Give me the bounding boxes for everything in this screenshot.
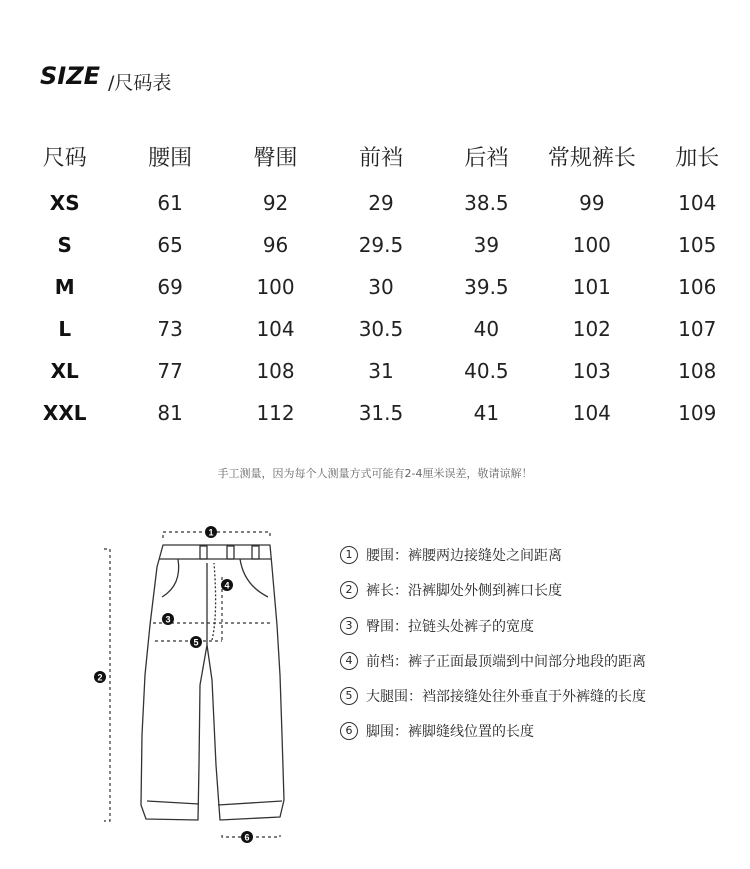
size-cell: M	[54, 275, 75, 299]
size-cell: L	[58, 317, 72, 341]
table-cell: 106	[678, 275, 717, 299]
table-cell: 105	[678, 233, 717, 257]
table-cell: 39.5	[464, 275, 509, 299]
measurement-note: 手工测量，因为每个人测量方式可能有2-4厘米误差，敬请谅解！	[217, 467, 533, 480]
legend-text: 裆部接缝处往外垂直于外裤缝的长度	[422, 689, 646, 705]
marker-1	[205, 526, 217, 538]
marker-4	[221, 579, 233, 591]
legend-number: 2	[340, 581, 358, 599]
marker-3	[162, 613, 174, 625]
column-header: 前裆	[358, 145, 403, 171]
column-header: 臀围	[253, 145, 298, 171]
marker-3-label: 3	[165, 614, 171, 625]
table-cell: 96	[262, 233, 289, 257]
legend-text: 沿裤脚处外侧到裤口长度	[408, 583, 562, 599]
table-cell: 100	[256, 275, 295, 299]
table-cell: 61	[157, 191, 183, 215]
table-header-row	[12, 130, 750, 182]
marker-6-label: 6	[244, 832, 250, 843]
legend-number: 5	[340, 687, 358, 705]
marker-5-label: 5	[193, 637, 199, 648]
legend-number: 4	[340, 652, 358, 670]
size-subtitle: /尺码表	[108, 72, 172, 94]
legend-number: 3	[340, 617, 358, 635]
size-cell: XS	[49, 191, 80, 215]
table-cell: 108	[678, 359, 717, 383]
table-cell: 40	[473, 317, 500, 341]
table-cell: 73	[157, 317, 183, 341]
size-cell: XXL	[42, 401, 87, 425]
legend-label: 脚围	[366, 724, 394, 740]
column-header: 后裆	[464, 145, 509, 171]
table-cell: 109	[678, 401, 717, 425]
pants-measurement-diagram	[0, 515, 320, 855]
legend-item-front-rise: 4 前档：裤子正面最顶端到中间部分地段的距离	[340, 651, 646, 671]
table-cell: 107	[678, 317, 717, 341]
table-cell: 65	[157, 233, 183, 257]
legend-label: 前档	[366, 654, 394, 670]
table-cell: 38.5	[464, 191, 509, 215]
column-header: 常规裤长	[547, 145, 636, 171]
table-cell: 29	[368, 191, 394, 215]
size-cell: S	[57, 233, 72, 257]
size-cell: XL	[50, 359, 79, 383]
table-cell: 108	[256, 359, 295, 383]
measurement-lines	[104, 532, 280, 837]
marker-1-label: 1	[208, 527, 214, 538]
marker-2-label: 2	[97, 672, 103, 683]
legend-text: 裤子正面最顶端到中间部分地段的距离	[408, 654, 646, 670]
table-cell: 31	[368, 359, 394, 383]
legend-text: 裤腰两边接缝处之间距离	[408, 548, 562, 564]
table-row	[12, 182, 750, 224]
legend-item-hem: 6 脚围：裤脚缝线位置的长度	[340, 721, 534, 741]
legend-text: 拉链头处裤子的宽度	[408, 619, 534, 635]
table-cell: 103	[572, 359, 611, 383]
legend-number: 1	[340, 546, 358, 564]
table-cell: 104	[678, 191, 717, 215]
table-cell: 104	[256, 317, 295, 341]
table-cell: 69	[157, 275, 183, 299]
column-header: 尺码	[42, 145, 87, 171]
legend-item-hip: 3 臀围：拉链头处裤子的宽度	[340, 616, 534, 636]
marker-5	[190, 636, 202, 648]
column-header: 加长	[675, 145, 720, 171]
pants-outline	[141, 545, 284, 820]
legend-number: 6	[340, 722, 358, 740]
legend-item-thigh: 5 大腿围：裆部接缝处往外垂直于外裤缝的长度	[340, 686, 646, 706]
table-cell: 104	[572, 401, 611, 425]
table-row	[12, 350, 750, 392]
table-cell: 112	[256, 401, 295, 425]
legend-label: 臀围	[366, 619, 394, 635]
table-cell: 92	[262, 191, 289, 215]
table-cell: 101	[572, 275, 611, 299]
marker-2	[94, 671, 106, 683]
table-cell: 77	[157, 359, 183, 383]
table-cell: 40.5	[464, 359, 509, 383]
legend-item-length: 2 裤长：沿裤脚处外侧到裤口长度	[340, 580, 562, 600]
table-cell: 29.5	[358, 233, 404, 257]
table-cell: 30.5	[358, 317, 404, 341]
table-cell: 99	[579, 191, 605, 215]
table-row	[12, 308, 750, 350]
legend-label: 腰围	[366, 548, 394, 564]
legend-label: 大腿围	[366, 689, 408, 705]
table-cell: 102	[572, 317, 611, 341]
table-row	[12, 224, 750, 266]
size-chart-table	[12, 130, 750, 434]
column-header: 腰围	[148, 145, 193, 171]
table-cell: 41	[473, 401, 500, 425]
table-cell: 39	[473, 233, 500, 257]
marker-6	[241, 831, 253, 843]
table-row	[12, 392, 750, 434]
table-cell: 30	[368, 275, 394, 299]
size-title: SIZE	[40, 62, 101, 90]
table-row	[12, 266, 750, 308]
marker-4-label: 4	[224, 580, 230, 591]
legend-item-waist: 1 腰围：裤腰两边接缝处之间距离	[340, 545, 562, 565]
legend-text: 裤脚缝线位置的长度	[408, 724, 534, 740]
table-cell: 81	[157, 401, 183, 425]
table-cell: 31.5	[358, 401, 404, 425]
table-cell: 100	[572, 233, 611, 257]
legend-label: 裤长	[366, 583, 394, 599]
